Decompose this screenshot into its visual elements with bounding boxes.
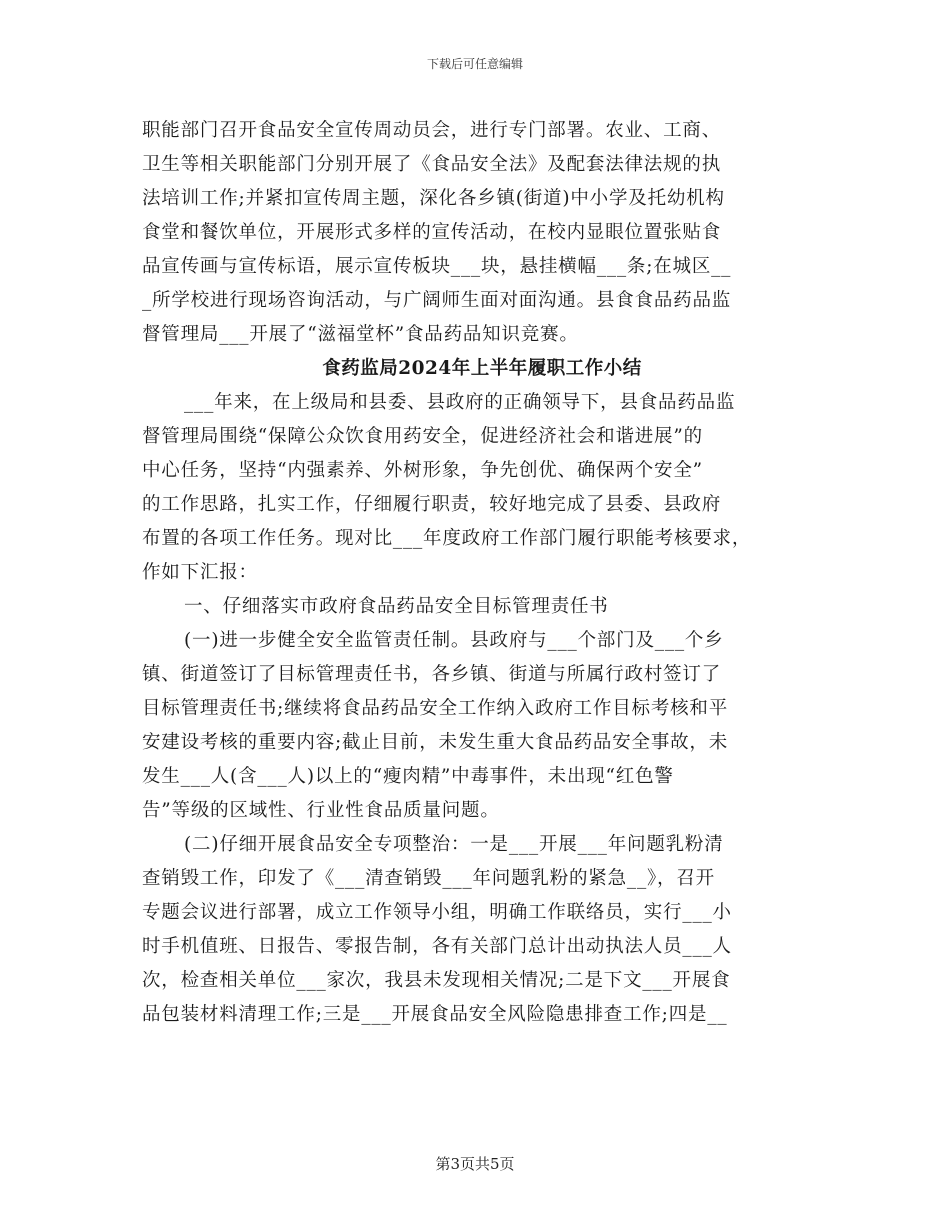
body-line: 目标管理责任书;继续将食品药品安全工作纳入政府工作目标考核和平 — [142, 698, 729, 719]
page-number: 第3页共5页 — [435, 1155, 515, 1173]
body-line: 品宣传画与宣传标语，展示宣传板块___块，悬挂横幅___条;在城区__ — [142, 256, 732, 277]
body-line: 查销毁工作，印发了《___清查销毁___年问题乳粉的紧急__》，召开 — [142, 868, 715, 889]
heading-line: 一、仔细落实市政府食品药品安全目标管理责任书 — [184, 596, 609, 617]
body-line: 食堂和餐饮单位，开展形式多样的宣传活动，在校内显眼位置张贴食 — [142, 222, 722, 243]
body-line: 发生___人(含___人)以上的“瘦肉精”中毒事件，未出现“红色警 — [142, 766, 674, 787]
page-header-note: 下载后可任意编辑 — [426, 57, 523, 71]
body-line: (二)仔细开展食品安全专项整治：一是___开展___年问题乳粉清 — [184, 834, 724, 855]
body-line: (一)进一步健全安全监管责任制。县政府与___个部门及___个乡 — [184, 630, 724, 651]
body-line: 镇、街道签订了目标管理责任书，各乡镇、街道与所属行政村签订了 — [142, 664, 722, 685]
body-line: 品包装材料清理工作;三是___开展食品安全风险隐患排查工作;四是__ — [142, 1004, 728, 1025]
body-line: 中心任务，坚持“内强素养、外树形象，争先创优、确保两个安全” — [142, 460, 703, 481]
body-line: 的工作思路，扎实工作，仔细履行职责，较好地完成了县委、县政府 — [142, 494, 722, 515]
body-line: 作如下汇报： — [142, 562, 258, 583]
body-line: 安建设考核的重要内容;截止目前，未发生重大食品药品安全事故，未 — [142, 732, 729, 753]
body-line: 布置的各项工作任务。现对比___年度政府工作部门履行职能考核要求， — [142, 528, 752, 549]
body-line: 职能部门召开食品安全宣传周动员会，进行专门部署。农业、工商、 — [142, 120, 722, 141]
body-line: 卫生等相关职能部门分别开展了《食品安全法》及配套法律法规的执 — [142, 154, 722, 175]
section-title: 食药监局2024年上半年履职工作小结 — [322, 358, 642, 379]
body-line: 法培训工作;并紧扣宣传周主题，深化各乡镇(街道)中小学及托幼机构 — [142, 188, 725, 209]
body-line: 督管理局围绕“保障公众饮食用药安全，促进经济社会和谐进展”的 — [142, 426, 703, 447]
body-line: ___年来，在上级局和县委、县政府的正确领导下，县食品药品监 — [184, 392, 736, 413]
body-line: 专题会议进行部署，成立工作领导小组，明确工作联络员，实行___小 — [142, 902, 732, 923]
body-line: 次，检查相关单位___家次，我县未发现相关情况;二是下文___开展食 — [142, 970, 731, 991]
body-line: 告”等级的区域性、行业性食品质量问题。 — [142, 800, 500, 821]
document-body — [142, 114, 822, 1032]
body-line: 督管理局___开展了“滋福堂杯”食品药品知识竞赛。 — [142, 324, 579, 345]
body-line: _所学校进行现场咨询活动，与广阔师生面对面沟通。县食食品药品监 — [142, 290, 732, 311]
body-line: 时手机值班、日报告、零报告制，各有关部门总计出动执法人员___人 — [142, 936, 732, 957]
